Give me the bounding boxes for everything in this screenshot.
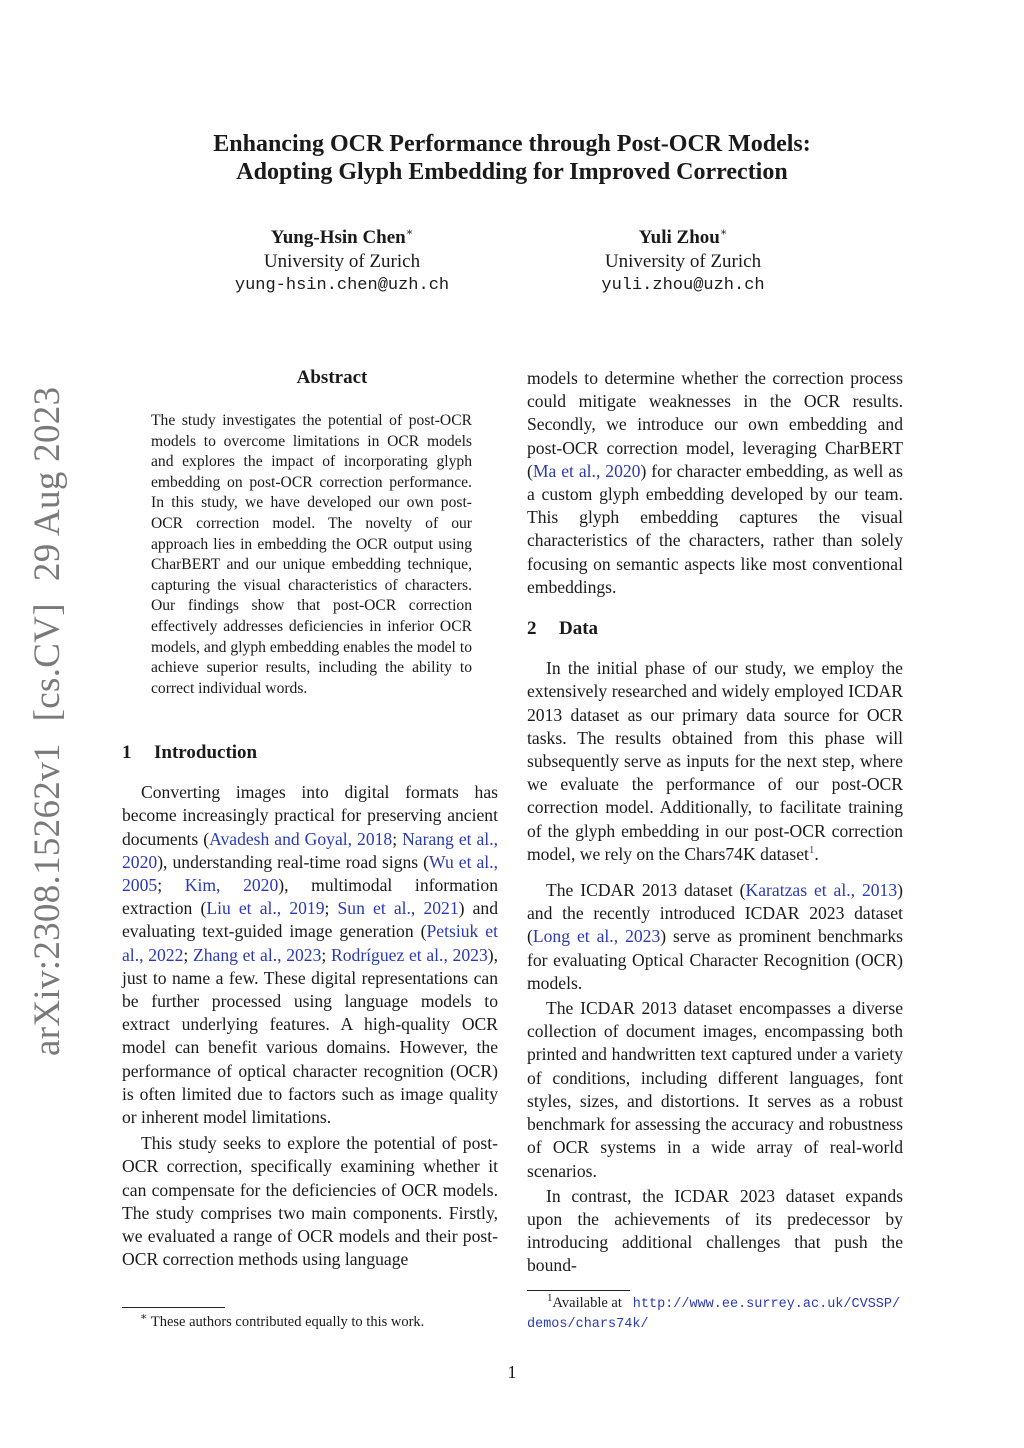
page-number: 1 bbox=[507, 1362, 517, 1382]
section-number: 1 bbox=[122, 742, 132, 763]
section-number: 2 bbox=[527, 618, 537, 640]
citation-link[interactable]: Zhang et al., 2023 bbox=[192, 944, 322, 965]
author-mark: ∗ bbox=[719, 226, 728, 239]
title-line-1: Enhancing OCR Performance through Post-OCR Models: bbox=[213, 131, 811, 157]
citation-link[interactable]: Narang et al., 2020 bbox=[122, 828, 498, 872]
author-mark: ∗ bbox=[405, 226, 414, 239]
footnote-ref[interactable]: 1 bbox=[808, 844, 815, 856]
arxiv-id[interactable]: arXiv:2308.15262v1 bbox=[27, 743, 68, 1056]
data-paragraph-1: In the initial phase of our study, we employ the extensively researched and widely employed ICDAR 2013 dataset as our primary data source for OCR tasks. The results obtained from this phase will subsequently serve as inputs for the next step, where we evaluate the performance of our post-OCR correction model. Additionally, to facilitate training of the glyph embedding in our post-OCR correction model, we rely on the Chars74K dataset$^1$. bbox=[527, 658, 903, 864]
citation-link[interactable]: Kim, 2020 bbox=[184, 875, 279, 896]
abstract-text: The study investigates the potential of post-OCR models to overcome limitations in OCR models and explores the impact of incorporating glyph embedding on post-OCR correction performance. In this study, we have developed our own post-OCR correction model. The novelty of our approach lies in embedding the OCR output using CharBERT and our unique embedding technique, capturing the visual characteristics of characters. Our findings show that post-OCR correction effectively addresses deficiencies in inferior OCR models, and glyph embedding enables the model to achieve superior results, including the ability to correct individual words. bbox=[151, 412, 472, 697]
intro-paragraph-continued: models to determine whether the correction process could mitigate weaknesses in the OCR results. Secondly, we introduce our own embedding and post-OCR correction model, leveraging CharBERT (Ma et al., 2020) for character embedding, as well as a custom glyph embedding developed by our team. This glyph embedding captures the visual characteristics of the characters, rather than solely focusing on semantic aspects like most conventional embeddings. bbox=[527, 368, 904, 597]
abstract-heading: Abstract bbox=[296, 367, 368, 388]
author-email[interactable]: yung-hsin.chen@uzh.ch bbox=[234, 276, 450, 295]
author-name: Yuli Zhou bbox=[638, 227, 720, 248]
citation-link[interactable]: Long et al., 2023 bbox=[532, 926, 661, 947]
arxiv-date: 29 Aug 2023 bbox=[27, 386, 68, 582]
citation-link[interactable]: Karatzas et al., 2013 bbox=[745, 880, 898, 901]
right-column bbox=[527, 367, 903, 1278]
intro-paragraph-2: This study seeks to explore the potential of post-OCR correction, specifically examining whether it can compensate for the deficiencies of OCR models. The study comprises two main components. Firstly, we evaluated a range of OCR models and their post-OCR correction methods using language bbox=[122, 1133, 498, 1270]
footnote-rule bbox=[122, 1307, 225, 1308]
citation-link[interactable]: Petsiuk et al., 2022 bbox=[122, 921, 498, 965]
citation-link[interactable]: Avadesh and Goyal, 2018 bbox=[209, 828, 393, 849]
data-paragraph-2: The ICDAR 2013 dataset (Karatzas et al., 2013) and the recently introduced ICDAR 2023 dataset (Long et al., 2023) serve as prominent benchmarks for evaluating Optical Character Recognition (OCR) models. bbox=[527, 880, 904, 993]
section-heading-intro bbox=[122, 741, 498, 764]
footnote-left: ∗ These authors contributed equally to this work. bbox=[140, 1311, 425, 1330]
citation-link[interactable]: Liu et al., 2019 bbox=[206, 898, 325, 919]
author-email[interactable]: yuli.zhou@uzh.ch bbox=[601, 276, 765, 295]
intro-section bbox=[122, 741, 498, 1271]
author-block-1 bbox=[177, 226, 507, 298]
citation-link[interactable]: Sun et al., 2021 bbox=[337, 898, 459, 919]
data-paragraph-3: The ICDAR 2013 dataset encompasses a diverse collection of document images, encompassing both printed and handwritten text captured under a variety of conditions, including different languages, font styles, sizes, and distortions. It serves as a robust benchmark for assessing the accuracy and robustness of OCR systems in a wide array of real-world scenarios. bbox=[527, 998, 903, 1181]
author-affiliation: University of Zurich bbox=[604, 251, 762, 272]
citation-link[interactable]: Wu et al., 2005 bbox=[122, 851, 498, 896]
citation-link[interactable]: Rodríguez et al., 2023 bbox=[330, 944, 488, 965]
paper-title bbox=[0, 130, 1024, 186]
data-paragraph-4: In contrast, the ICDAR 2023 dataset expands upon the achievements of its predecessor by introducing additional challenges that push the bound- bbox=[527, 1185, 903, 1276]
author-affiliation: University of Zurich bbox=[263, 251, 421, 272]
author-name: Yung-Hsin Chen bbox=[270, 227, 406, 248]
footnote-right: $^1$Available at http://www.ee.surrey.ac.uk/CVSSP/demos/chars74k/ bbox=[527, 1292, 901, 1332]
author-block-2 bbox=[518, 226, 848, 298]
section-heading-data bbox=[527, 617, 903, 640]
title-line-2: Adopting Glyph Embedding for Improved Correction bbox=[236, 159, 788, 185]
footnote-url-link[interactable]: http://www.ee.surrey.ac.uk/CVSSP/demos/chars74k/ bbox=[527, 1297, 901, 1332]
section-title: Introduction bbox=[154, 742, 258, 763]
arxiv-category: [cs.CV] bbox=[27, 603, 68, 722]
intro-paragraph-1: Converting images into digital formats has become increasingly practical for preserving ancient documents (Avadesh and Goyal, 2018; Narang et al., 2020), understanding real-time road signs (Wu et al., 2005; Kim, 2020), multimodal information extraction (Liu et al., 2019; Sun et al., 2021) and evaluating text-guided image generation (Petsiuk et al., 2022; Zhang et al., 2023; Rodríguez et al., 2023), just to name a few. These digital representations can be further processed using language models to extract underlying features. A high-quality OCR model can benefit various domains. However, the performance of optical character recognition (OCR) is often limited due to factors such as image quality or inherent model limitations. bbox=[122, 782, 499, 1128]
citation-link[interactable]: Ma et al., 2020 bbox=[532, 460, 641, 481]
arxiv-sidebar bbox=[27, 386, 68, 1056]
footnote-rule bbox=[527, 1290, 630, 1291]
section-title: Data bbox=[559, 618, 599, 640]
